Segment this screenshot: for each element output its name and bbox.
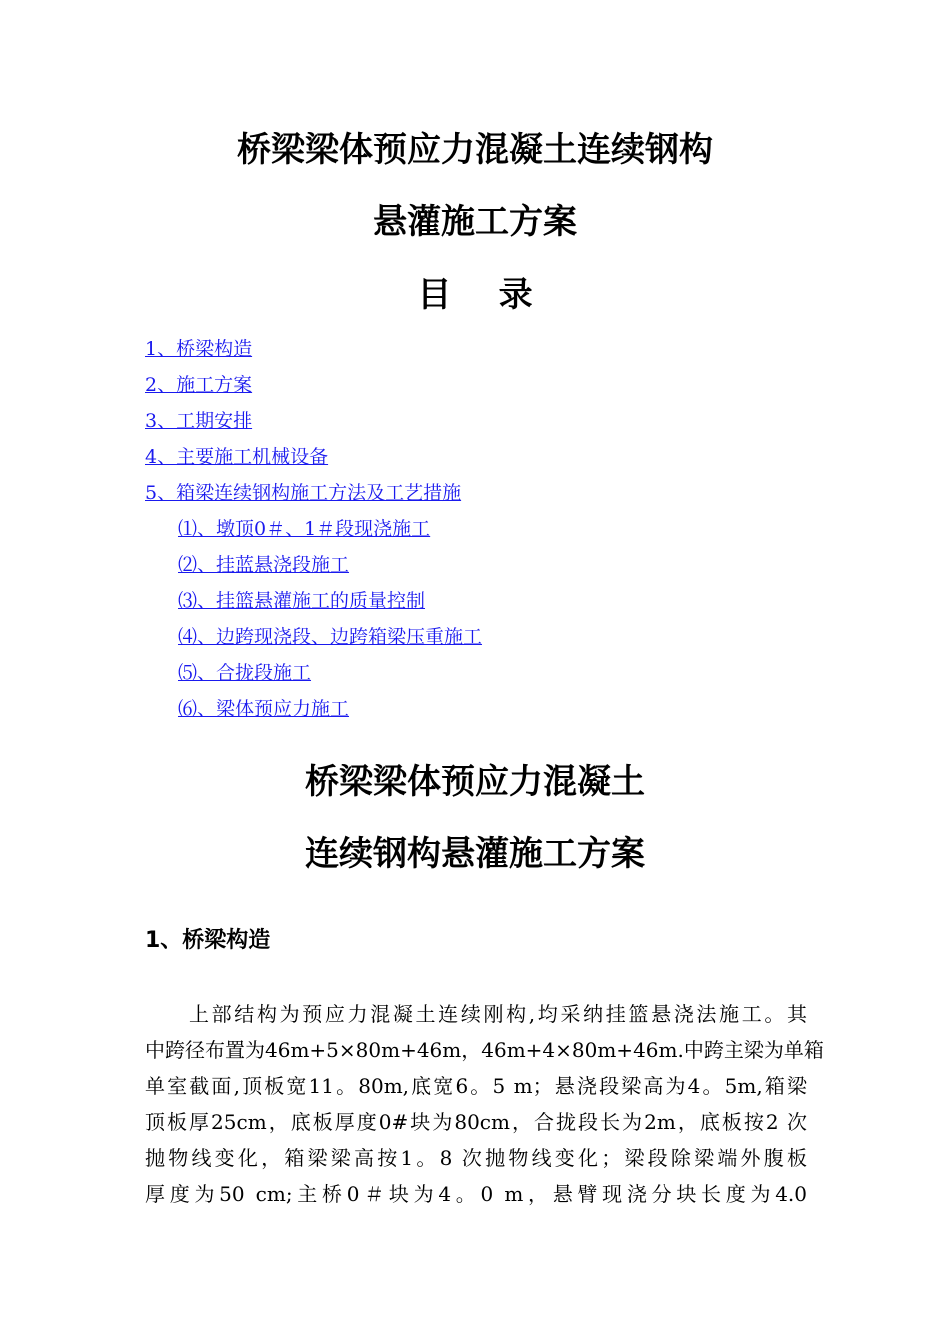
body-line: 单室截面,顶板宽11。80m,底宽6。5 m；悬浇段梁高为4。5m,箱梁 xyxy=(145,1074,807,1098)
body-line: 顶板厚25cm，底板厚度0#块为80cm，合拢段长为2m，底板按2 次 xyxy=(145,1110,807,1134)
toc-sublink-5[interactable]: ⑸、合拢段施工 xyxy=(178,662,312,684)
toc-sublink-6[interactable]: ⑹、梁体预应力施工 xyxy=(178,698,350,720)
toc-link-4[interactable]: 4、主要施工机械设备 xyxy=(145,446,329,468)
section-1-body xyxy=(145,996,824,1212)
body-line: 厚度为50 cm;主桥0＃块为4。0 m，悬臂现浇分块长度为4.0 xyxy=(145,1182,807,1206)
toc-link-3[interactable]: 3、工期安排 xyxy=(145,410,253,432)
toc-link-1[interactable]: 1、桥梁构造 xyxy=(145,338,253,360)
second-title-line2: 连续钢构悬灌施工方案 xyxy=(305,834,645,874)
toc-sublink-3[interactable]: ⑶、挂篮悬灌施工的质量控制 xyxy=(178,590,426,612)
body-line: 中跨径布置为46m+5×80m+46m，46m+4×80m+46m.中跨主梁为单箱 xyxy=(145,1038,824,1062)
body-line: 抛物线变化，箱梁梁高按1。8 次抛物线变化；梁段除梁端外腹板 xyxy=(145,1146,807,1170)
toc-sublink-2[interactable]: ⑵、挂蓝悬浇段施工 xyxy=(178,554,350,576)
toc-heading: 目 录 xyxy=(417,275,533,315)
body-line: 上部结构为预应力混凝土连续刚构,均采纳挂篮悬浇法施工。其 xyxy=(189,1002,807,1026)
toc-sublink-1[interactable]: ⑴、墩顶0＃、1＃段现浇施工 xyxy=(178,518,431,540)
main-title-line1: 桥梁梁体预应力混凝土连续钢构 xyxy=(237,130,713,170)
toc-link-2[interactable]: 2、施工方案 xyxy=(145,374,253,396)
toc-link-5[interactable]: 5、箱梁连续钢构施工方法及工艺措施 xyxy=(145,482,462,504)
main-title-line2: 悬灌施工方案 xyxy=(373,202,577,242)
second-title-line1: 桥梁梁体预应力混凝土 xyxy=(305,762,645,802)
section-1-heading: 1、桥梁构造 xyxy=(145,928,271,953)
toc-sublink-4[interactable]: ⑷、边跨现浇段、边跨箱梁压重施工 xyxy=(178,626,483,648)
